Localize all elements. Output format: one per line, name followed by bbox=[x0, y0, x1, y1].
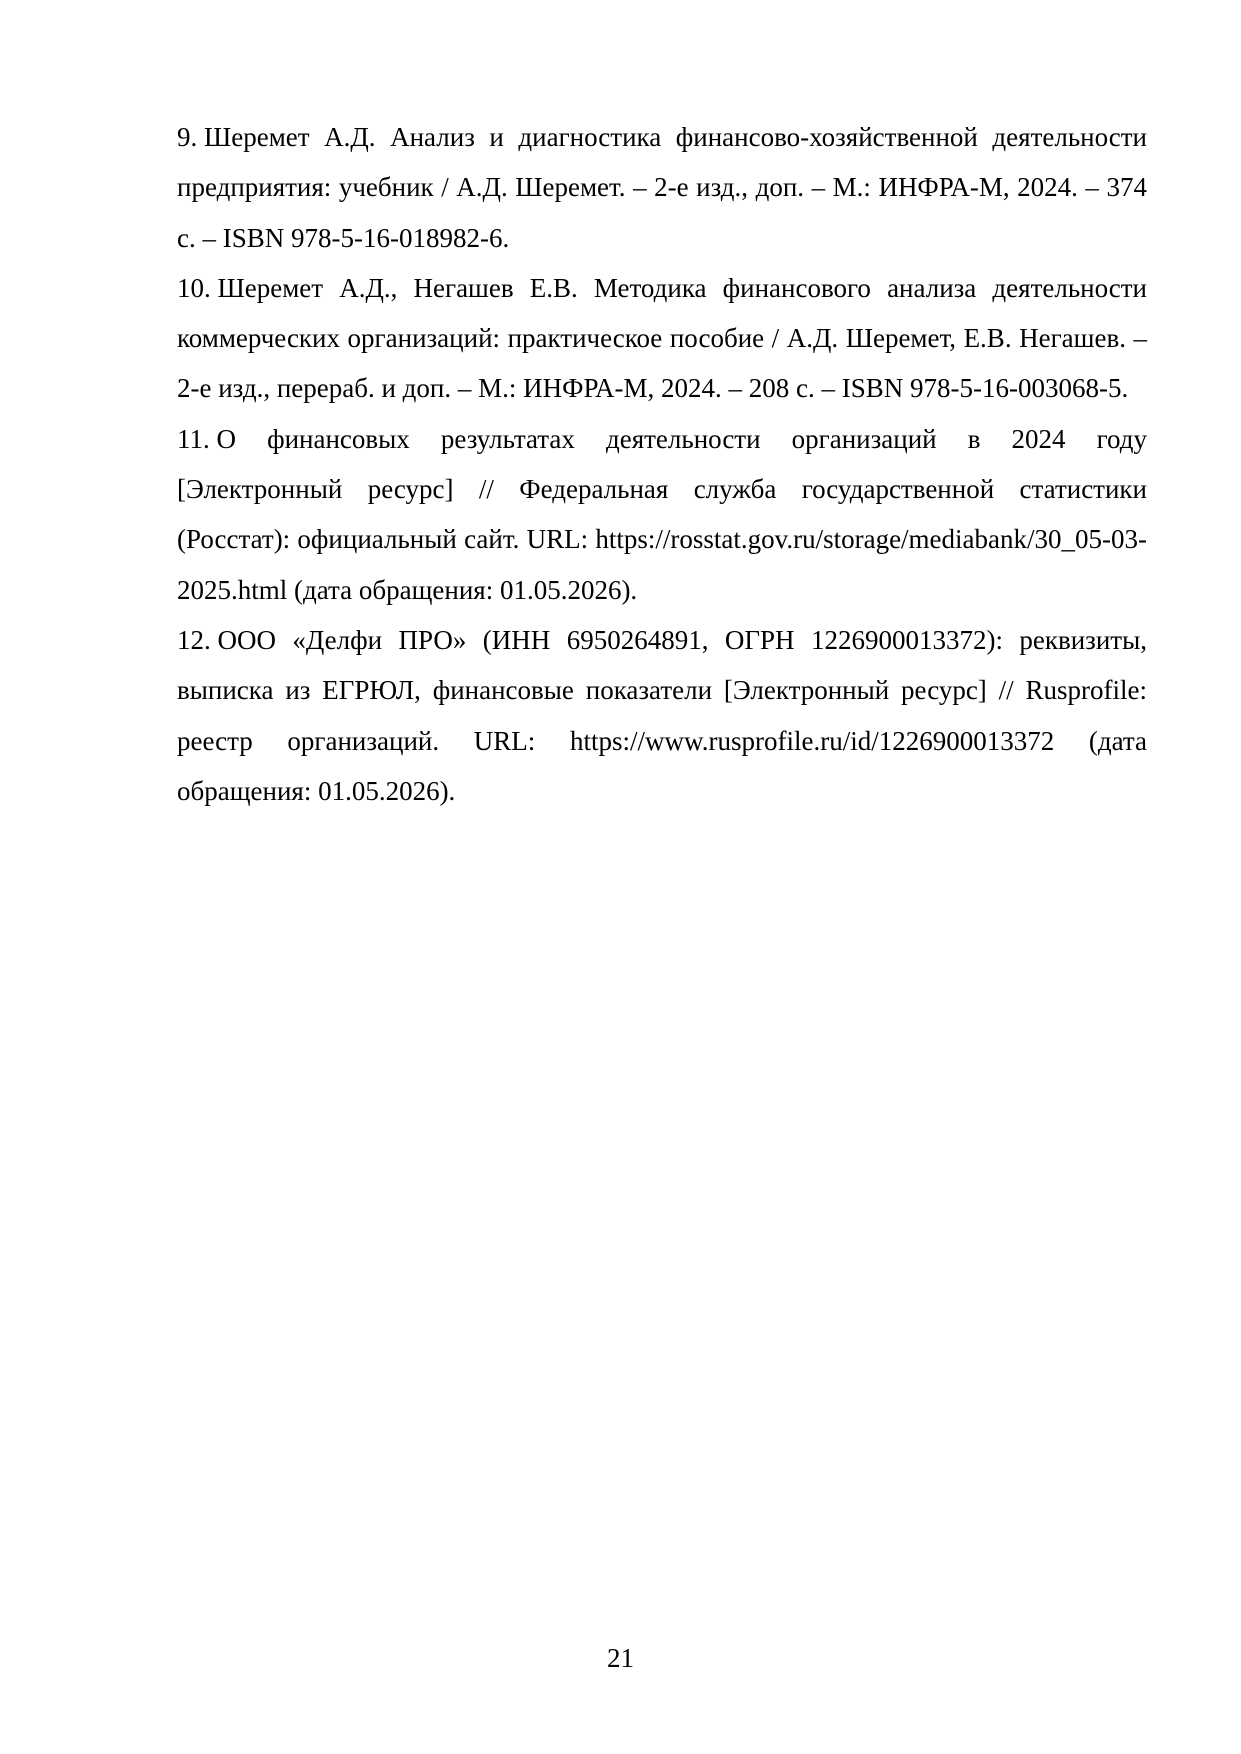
reference-text: Шеремет А.Д. Анализ и диагностика финансово-хозяйственной деятельности предприятия: учебник / А.Д. Шеремет. – 2-е изд., доп. – М.: ИНФРА-М, 2024. – 374 с. – ISBN 978-5-16-018982-6. bbox=[177, 122, 1147, 253]
reference-number: 9. bbox=[177, 122, 198, 152]
reference-number: 10. bbox=[177, 272, 211, 303]
reference-item-11 bbox=[177, 414, 1147, 615]
reference-item-9 bbox=[177, 112, 1147, 263]
reference-list bbox=[177, 112, 1147, 816]
reference-text: О финансовых результатах деятельности организаций в 2024 году [Электронный ресурс] // Федеральная служба государственной статистики (Росстат): официальный сайт. URL: https://rosstat.gov.ru/storage/mediabank/30_05-03-2025.html (дата обращения: 01.05.2026). bbox=[177, 423, 1147, 605]
reference-item-12 bbox=[177, 615, 1147, 816]
page-number: 21 bbox=[607, 1643, 634, 1673]
reference-number: 11. bbox=[177, 423, 210, 454]
reference-item-10 bbox=[177, 263, 1147, 414]
reference-text: Шеремет А.Д., Негашев Е.В. Методика финансового анализа деятельности коммерческих организаций: практическое пособие / А.Д. Шеремет, Е.В. Негашев. – 2-е изд., перераб. и доп. – М.: ИНФРА-М, 2024. – 208 с. – ISBN 978-5-16-003068-5. bbox=[177, 272, 1147, 404]
reference-number: 12. bbox=[177, 624, 211, 655]
reference-text: ООО «Делфи ПРО» (ИНН 6950264891, ОГРН 1226900013372): реквизиты, выписка из ЕГРЮЛ, финансовые показатели [Электронный ресурс] // Rusprofile: реестр организаций. URL: https://www.rusprofile.ru/id/1226900013372 (дата обращения: 01.05.2026). bbox=[177, 624, 1147, 806]
